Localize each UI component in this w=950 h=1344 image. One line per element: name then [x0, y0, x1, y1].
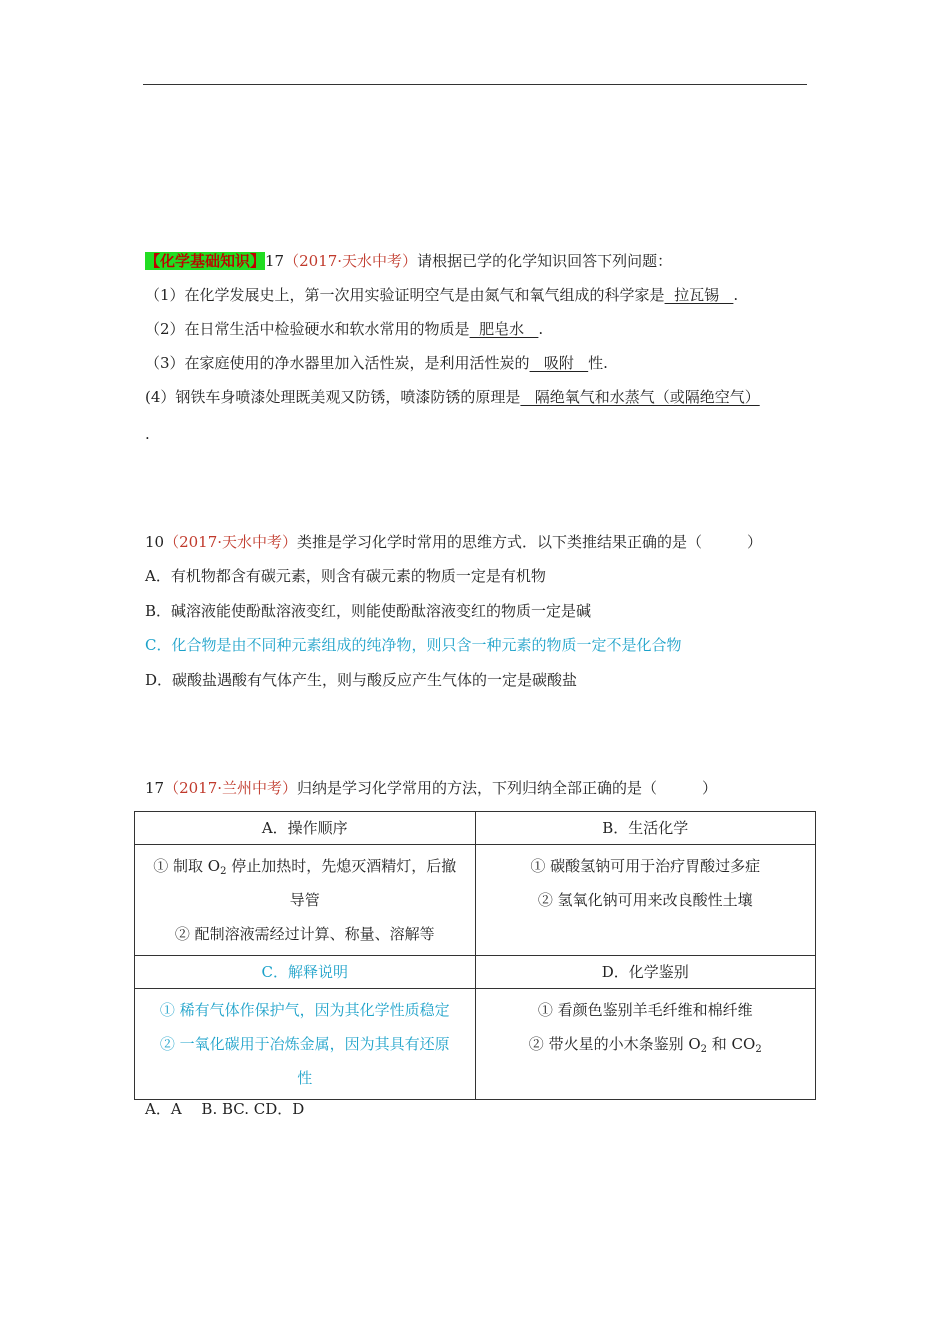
cell-b-body: [475, 845, 816, 956]
q1-stem: 请根据已学的化学知识回答下列问题：: [417, 252, 673, 270]
cell-d-line-2-pre: ② 带火星的小木条鉴别 O: [528, 1035, 701, 1053]
q2-source: （2017·天水中考）: [164, 533, 298, 551]
q3-answer-options: A．A B. BC. CD．D: [145, 1100, 305, 1118]
cell-b-head: B．生活化学: [475, 812, 816, 845]
cell-a-body: [135, 845, 476, 956]
q1-trailing-period: .: [145, 425, 150, 443]
cell-c-line-1: ① 稀有气体作保护气，因为其化学性质稳定: [159, 1001, 450, 1019]
q1-item-4-answer: 隔绝氧气和水蒸气（或隔绝空气）: [520, 388, 760, 406]
cell-a-line-2: 导管: [289, 891, 320, 909]
q2-option-b: B．碱溶液能使酚酞溶液变红，则能使酚酞溶液变红的物质一定是碱: [145, 602, 592, 620]
cell-b-line-1: ① 碳酸氢钠可用于治疗胃酸过多症: [530, 857, 761, 875]
q1-item-3-text: （3）在家庭使用的净水器里加入活性炭，是利用活性炭的: [145, 354, 530, 372]
q1-item-1-suffix: .: [733, 286, 739, 304]
q1-number: 17: [265, 252, 285, 270]
cell-d-body: [475, 989, 816, 1100]
q1-item-3: [145, 353, 608, 373]
q1-item-2: [145, 319, 543, 339]
cell-a-line-1: [143, 849, 467, 883]
cell-d-line-2: [484, 1027, 808, 1061]
cell-b-line-2: ② 氢氧化钠可用来改良酸性土壤: [537, 891, 753, 909]
cell-a-line-1-pre: ① 制取 O: [153, 857, 221, 875]
cell-a-line-1-sub: 2: [220, 866, 227, 877]
cell-d-line-2-sub-1: 2: [700, 1044, 708, 1055]
cell-d-line-2-mid: 和 CO: [707, 1035, 756, 1053]
q2-number: 10: [145, 533, 165, 551]
q2-option-a: A．有机物都含有碳元素，则含有碳元素的物质一定是有机物: [145, 567, 546, 585]
q1-source: （2017·天水中考）: [284, 252, 418, 270]
q3-source: （2017·兰州中考）: [164, 779, 298, 797]
q1-item-3-answer: 吸附: [529, 354, 589, 372]
q2-stem-line: [145, 532, 762, 552]
q1-item-2-suffix: .: [538, 320, 544, 338]
q3-number: 17: [145, 779, 165, 797]
q1-item-2-answer: 肥皂水: [469, 320, 539, 338]
q3-options-table: [134, 811, 816, 1100]
cell-a-line-1-post: 停止加热时，先熄灭酒精灯，后撤: [226, 857, 457, 875]
q1-stem-line: [145, 251, 672, 271]
q1-item-4: [145, 387, 760, 407]
cell-c-line-3: 性: [297, 1069, 313, 1087]
cell-c-head: C．解释说明: [135, 956, 476, 989]
q1-item-1-text: （1）在化学发展史上，第一次用实验证明空气是由氮气和氧气组成的科学家是: [145, 286, 665, 304]
q1-item-3-suffix: 性.: [588, 354, 608, 372]
q1-item-4-text: (4）钢铁车身喷漆处理既美观又防锈，喷漆防锈的原理是: [145, 388, 521, 406]
q3-stem-line: [145, 778, 717, 798]
cell-c-body: [135, 989, 476, 1100]
header-rule: [143, 84, 807, 85]
cell-a-head: A．操作顺序: [135, 812, 476, 845]
cell-a-line-3: ② 配制溶液需经过计算、称量、溶解等: [174, 925, 435, 943]
cell-d-head: D．化学鉴别: [475, 956, 816, 989]
q1-category-tag: 【化学基础知识】: [145, 252, 266, 270]
q2-option-c-correct: C．化合物是由不同种元素组成的纯净物，则只含一种元素的物质一定不是化合物: [145, 636, 682, 654]
cell-d-line-1: ① 看颜色鉴别羊毛纤维和棉纤维: [537, 1001, 753, 1019]
cell-c-line-2: ② 一氧化碳用于冶炼金属，因为其具有还原: [159, 1035, 450, 1053]
q3-stem: 归纳是学习化学常用的方法，下列归纳全部正确的是（ ）: [297, 779, 718, 797]
q1-item-1-answer: 拉瓦锡: [664, 286, 734, 304]
q1-item-1: [145, 285, 738, 305]
q1-item-2-text: （2）在日常生活中检验硬水和软水常用的物质是: [145, 320, 470, 338]
cell-d-line-2-sub-2: 2: [755, 1044, 762, 1055]
q2-stem: 类推是学习化学时常用的思维方式．以下类推结果正确的是（ ）: [297, 533, 763, 551]
q2-option-d: D．碳酸盐遇酸有气体产生，则与酸反应产生气体的一定是碳酸盐: [145, 671, 578, 689]
